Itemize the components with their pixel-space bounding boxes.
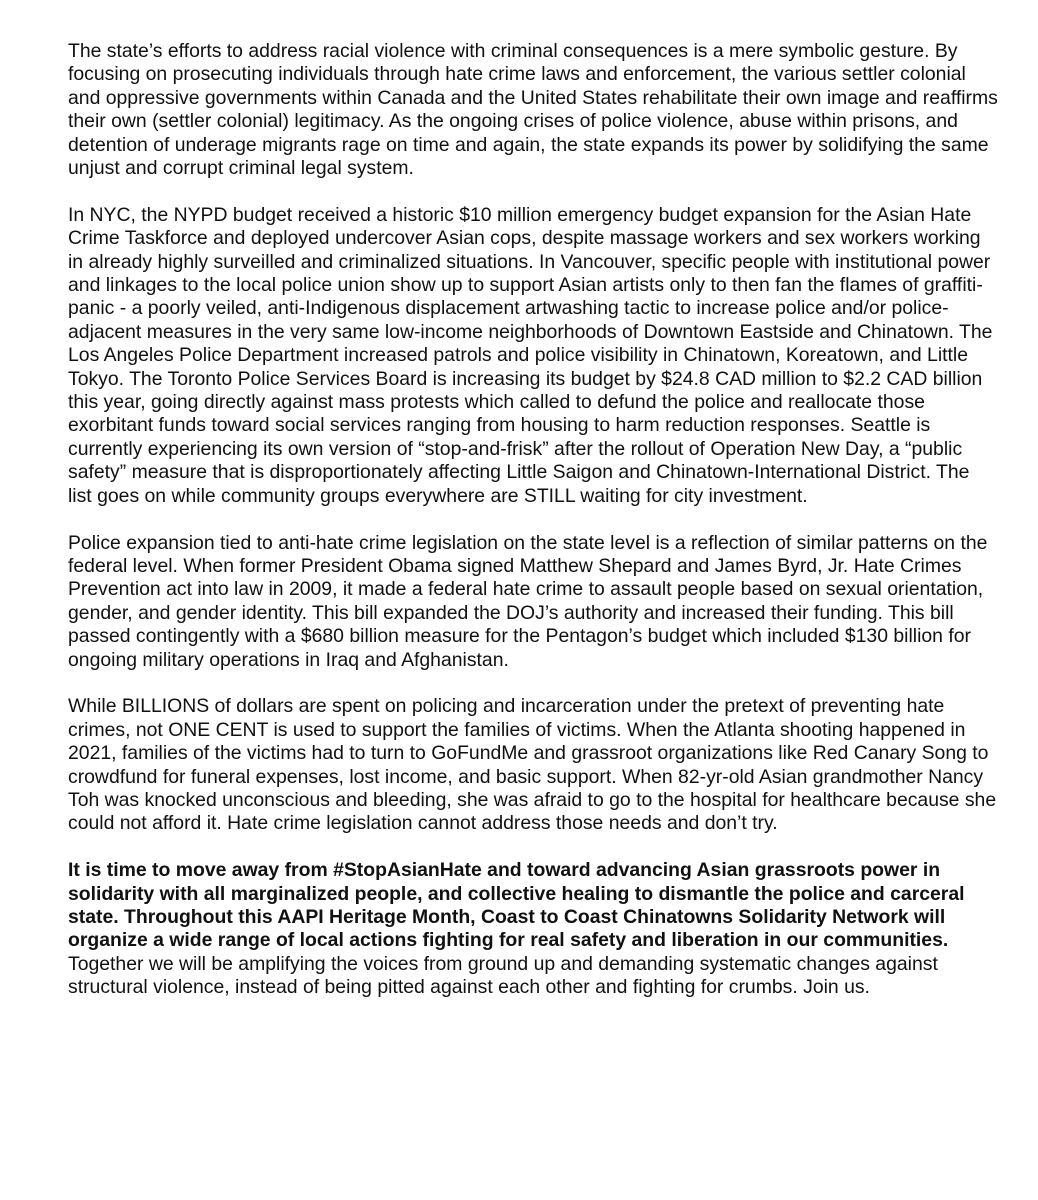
- paragraph-state-efforts: The state’s efforts to address racial violence with criminal consequences is a mere symbolic gesture. By focusing on prosecuting individuals through hate crime laws and enforcement, the various settler colonial and oppressive governments within Canada and the United States rehabilitate their own image and reaffirms their own (settler colonial) legitimacy. As the ongoing crises of police violence, abuse within prisons, and detention of underage migrants rage on time and again, the state expands its power by solidifying the same unjust and corrupt criminal legal system.: [68, 40, 998, 180]
- call-to-action-regular-text: Together we will be amplifying the voices from ground up and demanding systematic changes against structural violence, instead of being pitted against each other and fighting for crumbs. Join us.: [68, 952, 938, 999]
- paragraph-call-to-action: [68, 859, 998, 999]
- paragraph-police-budgets: In NYC, the NYPD budget received a historic $10 million emergency budget expansion for the Asian Hate Crime Taskforce and deployed undercover Asian cops, despite massage workers and sex workers working in already highly surveilled and criminalized situations. In Vancouver, specific people with institutional power and linkages to the local police union show up to support Asian artists only to then fan the flames of graffiti-panic - a poorly veiled, anti-Indigenous displacement artwashing tactic to increase police and/or police-adjacent measures in the very same low-income neighborhoods of Downtown Eastside and Chinatown. The Los Angeles Police Department increased patrols and police visibility in Chinatown, Koreatown, and Little Tokyo. The Toronto Police Services Board is increasing its budget by $24.8 CAD million to $2.2 CAD billion this year, going directly against mass protests which called to defund the police and reallocate those exorbitant funds toward social services ranging from housing to harm reduction responses. Seattle is currently experiencing its own version of “stop-and-frisk” after the rollout of Operation New Day, a “public safety” measure that is disproportionately affecting Little Saigon and Chinatown-International District. The list goes on while community groups everywhere are STILL waiting for city investment.: [68, 203, 993, 507]
- call-to-action-bold-text: It is time to move away from #StopAsianHate and toward advancing Asian grassroots power in solidarity with all marginalized people, and collective healing to dismantle the police and carceral state. Throughout this AAPI Heritage Month, Coast to Coast Chinatowns Solidarity Network will organize a wide range of local actions fighting for real safety and liberation in our communities.: [68, 859, 965, 952]
- paragraph-federal-level: Police expansion tied to anti-hate crime legislation on the state level is a reflection of similar patterns on the federal level. When former President Obama signed Matthew Shepard and James Byrd, Jr. Hate Crimes Prevention act into law in 2009, it made a federal hate crime to assault people based on sexual orientation, gender, and gender identity. This bill expanded the DOJ’s authority and increased their funding. This bill passed contingently with a $680 billion measure for the Pentagon’s budget which included $130 billion for ongoing military operations in Iraq and Afghanistan.: [68, 531, 988, 671]
- paragraph-victims-support: While BILLIONS of dollars are spent on policing and incarceration under the pretext of preventing hate crimes, not ONE CENT is used to support the families of victims. When the Atlanta shooting happened in 2021, families of the victims had to turn to GoFundMe and grassroot organizations like Red Canary Song to crowdfund for funeral expenses, lost income, and basic support. When 82-yr-old Asian grandmother Nancy Toh was knocked unconscious and bleeding, she was afraid to go to the hospital for healthcare because she could not afford it. Hate crime legislation cannot address those needs and don’t try.: [68, 695, 997, 835]
